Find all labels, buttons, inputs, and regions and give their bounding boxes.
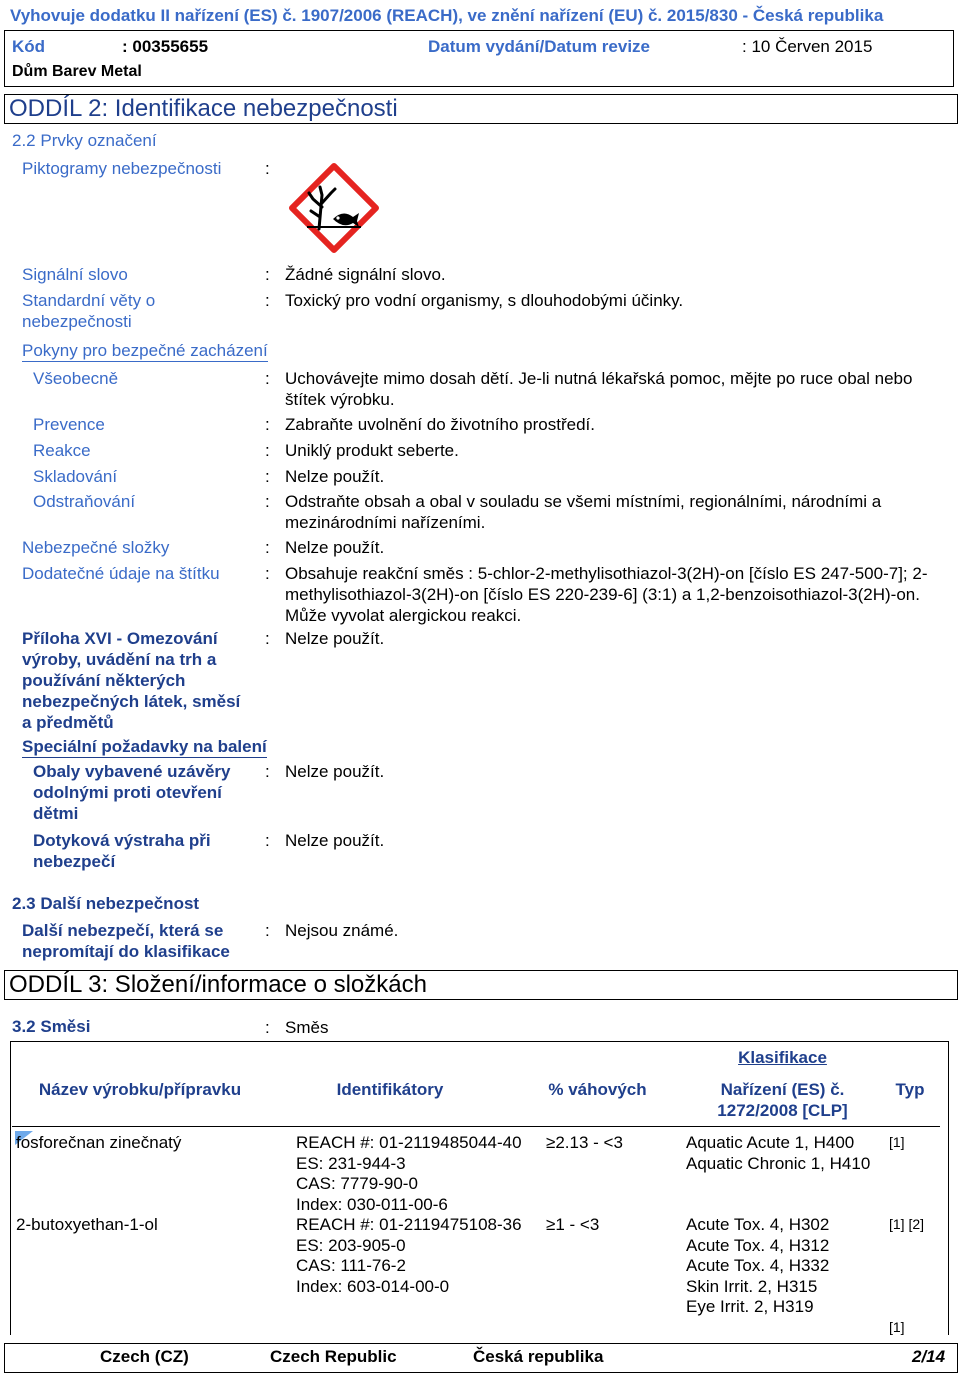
colon: : xyxy=(265,831,270,850)
signal-word-label: Signální slovo xyxy=(22,265,128,284)
environment-hazard-icon xyxy=(289,163,379,253)
regulation-header: Vyhovuje dodatku II nařízení (ES) č. 1907/2006 (REACH), ve znění nařízení (EU) č. 2015/830 - Česká republika xyxy=(10,6,884,25)
section3-title: ODDÍL 3: Složení/informace o složkách xyxy=(9,971,427,998)
col-header-classification: Klasifikace xyxy=(738,1048,827,1067)
response-value: Uniklý produkt seberte. xyxy=(285,441,459,460)
hazard-statements-value: Toxický pro vodní organismy, s dlouhodobými účinky. xyxy=(285,291,684,310)
table-row-2-classification xyxy=(686,1215,829,1318)
colon: : xyxy=(265,159,270,178)
colon: : xyxy=(265,538,270,557)
colon: : xyxy=(265,492,270,511)
table-row-1-name: fosforečnan zinečnatý xyxy=(16,1133,182,1152)
subsection-2-3: 2.3 Další nebezpečnost xyxy=(12,894,200,913)
classification-entry: Aquatic Chronic 1, H410 xyxy=(686,1153,871,1173)
table-row-2-identifiers xyxy=(296,1215,522,1297)
table-row-1-identifiers xyxy=(296,1133,522,1215)
colon: : xyxy=(265,564,270,583)
table-row-2-weight: ≥1 - <3 xyxy=(546,1215,600,1234)
col-header-clp: Nařízení (ES) č. 1272/2008 [CLP] xyxy=(717,1080,848,1120)
table-row-1-type: [1] xyxy=(889,1134,905,1150)
table-row-1-weight: ≥2.13 - <3 xyxy=(546,1133,623,1152)
footer-country-en: Czech Republic xyxy=(270,1347,397,1366)
annex-xvi-value: Nelze použít. xyxy=(285,629,385,648)
classification-entry: Skin Irrit. 2, H315 xyxy=(686,1276,818,1296)
subsection-3-2: 3.2 Směsi xyxy=(12,1017,91,1036)
identifier-index: Index: 030-011-00-6 xyxy=(296,1194,448,1214)
supplemental-value: Obsahuje reakční směs : 5-chlor-2-methylisothiazol-3(2H)-on [číslo ES 247-500-7]; 2-methylisothiazol-3(2H)-on [číslo ES 220-239-6] (3:1) a 1,2-benzoisothiazol-3(2H)-on. Může vyvolat alergickou reakci. xyxy=(285,564,928,625)
code-value: : 00355655 xyxy=(122,37,209,56)
tactile-warning-label: Dotyková výstraha při nebezpečí xyxy=(33,831,211,871)
date-value: : 10 Červen 2015 xyxy=(742,37,873,56)
section3-header xyxy=(4,970,958,1000)
identifier-reach: REACH #: 01-2119475108-36 xyxy=(296,1215,522,1234)
colon: : xyxy=(265,1018,270,1037)
colon: : xyxy=(265,441,270,460)
identifier-cas: CAS: 111-76-2 xyxy=(296,1256,406,1275)
identifier-cas: CAS: 7779-90-0 xyxy=(296,1174,418,1193)
identifier-es: ES: 231-944-3 xyxy=(296,1153,406,1173)
general-value: Uchovávejte mimo dosah dětí. Je-li nutná lékařská pomoc, mějte po ruce obal nebo štítek výrobku. xyxy=(285,369,913,409)
date-label: Datum vydání/Datum revize xyxy=(428,37,651,56)
section2-header xyxy=(4,94,958,124)
classification-entry: Acute Tox. 4, H312 xyxy=(686,1235,830,1255)
colon: : xyxy=(265,762,270,781)
disposal-value: Odstraňte obsah a obal v souladu se všemi místními, regionálními, národními a mezinárodními nařízeními. xyxy=(285,492,882,532)
table-row-2-type: [1] [2] xyxy=(889,1216,925,1232)
tactile-warning-value: Nelze použít. xyxy=(285,831,385,850)
col-header-identifiers: Identifikátory xyxy=(336,1080,444,1099)
col-header-weight: % váhových xyxy=(548,1080,647,1099)
colon: : xyxy=(265,369,270,388)
table-row-2-type-note: [1] xyxy=(889,1319,905,1335)
colon: : xyxy=(265,467,270,486)
prevention-label: Prevence xyxy=(33,415,105,434)
classification-entry: Eye Irrit. 2, H319 xyxy=(686,1297,814,1316)
supplemental-label: Dodatečné údaje na štítku xyxy=(22,564,220,583)
col-header-name: Název výrobku/přípravku xyxy=(38,1080,242,1099)
hazardous-ingredients-value: Nelze použít. xyxy=(285,538,385,557)
annex-xvi-label: Příloha XVI - Omezování výroby, uvádění na trh a používání některých nebezpečných látek, směsí a předmětů xyxy=(22,629,241,732)
precautionary-heading: Pokyny pro bezpečné zacházení xyxy=(22,341,268,360)
child-closures-value: Nelze použít. xyxy=(285,762,385,781)
table-row-2-name: 2-butoxyethan-1-ol xyxy=(16,1215,158,1234)
colon: : xyxy=(265,629,270,648)
general-label: Všeobecně xyxy=(33,369,119,388)
section2-title: ODDÍL 2: Identifikace nebezpečnosti xyxy=(9,95,398,122)
identifier-es: ES: 203-905-0 xyxy=(296,1235,406,1255)
colon: : xyxy=(265,415,270,434)
storage-value: Nelze použít. xyxy=(285,467,385,486)
product-name: Dům Barev Metal xyxy=(12,63,142,80)
footer-language: Czech (CZ) xyxy=(100,1347,189,1366)
response-label: Reakce xyxy=(33,441,91,460)
child-closures-label: Obaly vybavené uzávěry odolnými proti otevření dětmi xyxy=(33,762,231,823)
other-hazards-value: Nejsou známé. xyxy=(285,921,399,940)
page-number: 2/14 xyxy=(912,1347,946,1366)
storage-label: Skladování xyxy=(33,467,118,486)
colon: : xyxy=(265,921,270,940)
signal-word-value: Žádné signální slovo. xyxy=(285,265,446,284)
col-header-type: Typ xyxy=(895,1080,925,1099)
code-label: Kód xyxy=(12,37,46,56)
mixture-value: Směs xyxy=(285,1018,329,1037)
hazard-statements-label: Standardní věty o nebezpečnosti xyxy=(22,291,156,331)
pictogram-label: Piktogramy nebezpečnosti xyxy=(22,159,222,178)
hazardous-ingredients-label: Nebezpečné složky xyxy=(22,538,170,557)
other-hazards-label: Další nebezpečí, která se nepromítají do klasifikace xyxy=(22,921,230,961)
table-header-divider xyxy=(12,1126,940,1127)
table-row-1-classification xyxy=(686,1133,870,1174)
identifier-index: Index: 603-014-00-0 xyxy=(296,1276,450,1296)
prevention-value: Zabraňte uvolnění do životního prostředí. xyxy=(285,415,595,434)
classification-entry: Aquatic Acute 1, H400 xyxy=(686,1133,855,1152)
classification-entry: Acute Tox. 4, H332 xyxy=(686,1256,830,1275)
identifier-reach: REACH #: 01-2119485044-40 xyxy=(296,1133,522,1152)
colon: : xyxy=(265,291,270,310)
colon: : xyxy=(265,265,270,284)
footer-country-cs: Česká republika xyxy=(473,1347,604,1366)
disposal-label: Odstraňování xyxy=(33,492,136,511)
subsection-2-2: 2.2 Prvky označení xyxy=(12,131,157,150)
packaging-heading: Speciální požadavky na balení xyxy=(22,737,267,756)
classification-entry: Acute Tox. 4, H302 xyxy=(686,1215,830,1234)
